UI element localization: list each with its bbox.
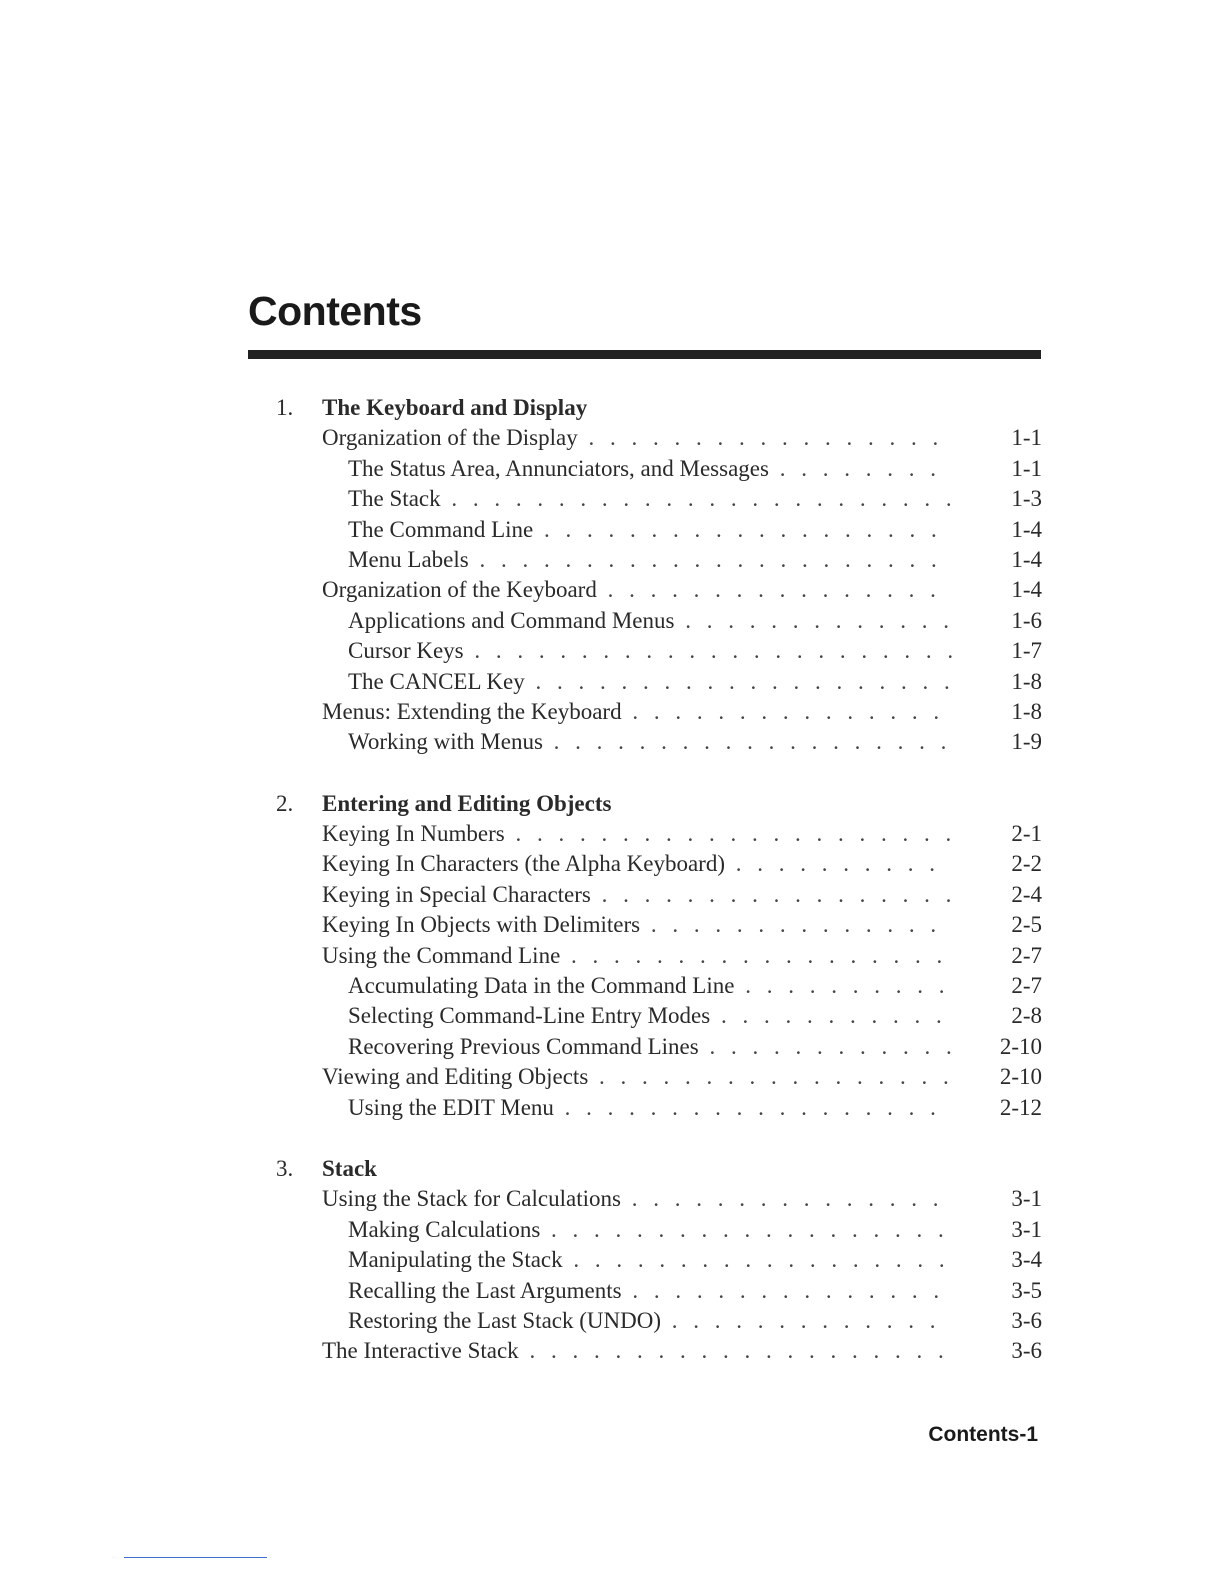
toc-entry-page: 2-7 xyxy=(1011,942,1042,968)
toc-entry-label: Manipulating the Stack . . . xyxy=(348,1245,952,1275)
toc-entry-label: Viewing and Editing Objects . . . xyxy=(322,1062,952,1092)
toc-entry-page: 2-7 xyxy=(1011,973,1042,999)
chapter-number: 3. xyxy=(276,1155,294,1181)
toc-entry-label: Using the Command Line . . . xyxy=(322,941,952,971)
toc-entry xyxy=(276,423,1042,453)
chapter-section xyxy=(276,1154,1042,1367)
toc-entry-label: Working with Menus . . . xyxy=(348,727,952,757)
toc-entry-label: Recalling the Last Arguments . . . xyxy=(348,1276,952,1306)
toc-entry-label: Using the EDIT Menu . . . xyxy=(348,1093,952,1123)
toc-entry xyxy=(276,880,1042,910)
toc-entry-label: Organization of the Display . . . xyxy=(322,423,952,453)
toc-entry-label: The CANCEL Key . . . xyxy=(348,667,952,697)
toc-entry xyxy=(276,667,1042,697)
footnote-rule xyxy=(124,1557,267,1558)
toc-entry-label: Using the Stack for Calculations . . . xyxy=(322,1184,952,1214)
toc-entry-page: 3-5 xyxy=(1011,1277,1042,1303)
toc-entry xyxy=(276,1032,1042,1062)
toc-entry xyxy=(276,1184,1042,1214)
toc-entry xyxy=(276,1336,1042,1366)
toc-entry-page: 1-8 xyxy=(1011,698,1042,724)
toc-entry xyxy=(276,819,1042,849)
toc-entry-page: 2-1 xyxy=(1011,821,1042,847)
toc-entry-page: 2-2 xyxy=(1011,851,1042,877)
toc-entry xyxy=(276,1093,1042,1123)
chapter-number: 2. xyxy=(276,790,294,816)
table-of-contents xyxy=(276,393,1042,1398)
toc-entry-page: 2-5 xyxy=(1011,912,1042,938)
toc-entry-page: 1-3 xyxy=(1011,486,1042,512)
toc-entry xyxy=(276,971,1042,1001)
toc-entry-page: 3-6 xyxy=(1011,1307,1042,1333)
toc-entry xyxy=(276,697,1042,727)
page-footer: Contents-1 xyxy=(928,1423,1038,1446)
toc-entry xyxy=(276,515,1042,545)
toc-entry xyxy=(276,1245,1042,1275)
toc-entry xyxy=(276,727,1042,757)
toc-entry-page: 2-8 xyxy=(1011,1003,1042,1029)
toc-entry-label: Keying in Special Characters . . . xyxy=(322,880,952,910)
toc-entry xyxy=(276,484,1042,514)
toc-entry-label: Organization of the Keyboard . . . xyxy=(322,575,952,605)
toc-entry-page: 1-1 xyxy=(1011,425,1042,451)
chapter-title: Entering and Editing Objects xyxy=(322,790,612,816)
toc-entry-label: The Stack . . . xyxy=(348,484,952,514)
toc-entry xyxy=(276,606,1042,636)
toc-entry-label: The Interactive Stack . . . xyxy=(322,1336,952,1366)
toc-entry-label: Keying In Numbers . . . xyxy=(322,819,952,849)
chapter-heading xyxy=(276,1154,1042,1184)
toc-entry-label: Menu Labels . . . xyxy=(348,545,952,575)
toc-entry xyxy=(276,910,1042,940)
toc-entry-page: 3-4 xyxy=(1011,1247,1042,1273)
toc-entry xyxy=(276,1276,1042,1306)
toc-entry-page: 1-8 xyxy=(1011,668,1042,694)
toc-entry-label: Restoring the Last Stack (UNDO) . . . xyxy=(348,1306,952,1336)
toc-entry xyxy=(276,1062,1042,1092)
toc-entry-page: 1-9 xyxy=(1011,729,1042,755)
toc-entry-page: 3-1 xyxy=(1011,1216,1042,1242)
toc-entry-label: The Command Line . . . xyxy=(348,515,952,545)
toc-entry-page: 1-4 xyxy=(1011,577,1042,603)
toc-entry-label: Accumulating Data in the Command Line . . . xyxy=(348,971,952,1001)
chapter-heading xyxy=(276,393,1042,423)
toc-entry-page: 1-7 xyxy=(1011,638,1042,664)
chapter-title: Stack xyxy=(322,1155,377,1181)
toc-entry xyxy=(276,636,1042,666)
chapter-section xyxy=(276,789,1042,1123)
toc-entry-label: Making Calculations . . . xyxy=(348,1215,952,1245)
toc-entry-label: Selecting Command-Line Entry Modes . . . xyxy=(348,1001,952,1031)
title-rule xyxy=(248,350,1041,359)
toc-entry-label: Menus: Extending the Keyboard . . . xyxy=(322,697,952,727)
toc-entry-label: Keying In Characters (the Alpha Keyboard) . . . xyxy=(322,849,952,879)
toc-entry-page: 2-10 xyxy=(999,1064,1042,1090)
toc-entry xyxy=(276,1001,1042,1031)
chapter-title: The Keyboard and Display xyxy=(322,395,588,420)
toc-entry-page: 3-1 xyxy=(1011,1186,1042,1212)
toc-entry-label: Recovering Previous Command Lines . . . xyxy=(348,1032,952,1062)
toc-entry-page: 2-4 xyxy=(1011,881,1042,907)
toc-entry-label: The Status Area, Annunciators, and Messages . . . xyxy=(348,454,952,484)
toc-entry-page: 1-6 xyxy=(1011,607,1042,633)
page-title: Contents xyxy=(248,288,422,334)
toc-entry-page: 2-12 xyxy=(999,1094,1042,1120)
chapter-section xyxy=(276,393,1042,758)
chapter-number: 1. xyxy=(276,395,294,420)
toc-entry-page: 3-6 xyxy=(1011,1338,1042,1364)
toc-entry-page: 1-4 xyxy=(1011,516,1042,542)
toc-entry xyxy=(276,454,1042,484)
toc-entry-page: 1-4 xyxy=(1011,546,1042,572)
toc-entry xyxy=(276,545,1042,575)
toc-entry xyxy=(276,849,1042,879)
toc-entry xyxy=(276,1306,1042,1336)
toc-entry xyxy=(276,941,1042,971)
chapter-heading xyxy=(276,789,1042,819)
toc-entry-label: Cursor Keys . . . xyxy=(348,636,952,666)
toc-entry xyxy=(276,1215,1042,1245)
toc-entry-page: 2-10 xyxy=(999,1033,1042,1059)
toc-entry-label: Applications and Command Menus . . . xyxy=(348,606,952,636)
toc-entry-page: 1-1 xyxy=(1011,455,1042,481)
toc-entry xyxy=(276,575,1042,605)
toc-entry-label: Keying In Objects with Delimiters . . . xyxy=(322,910,952,940)
